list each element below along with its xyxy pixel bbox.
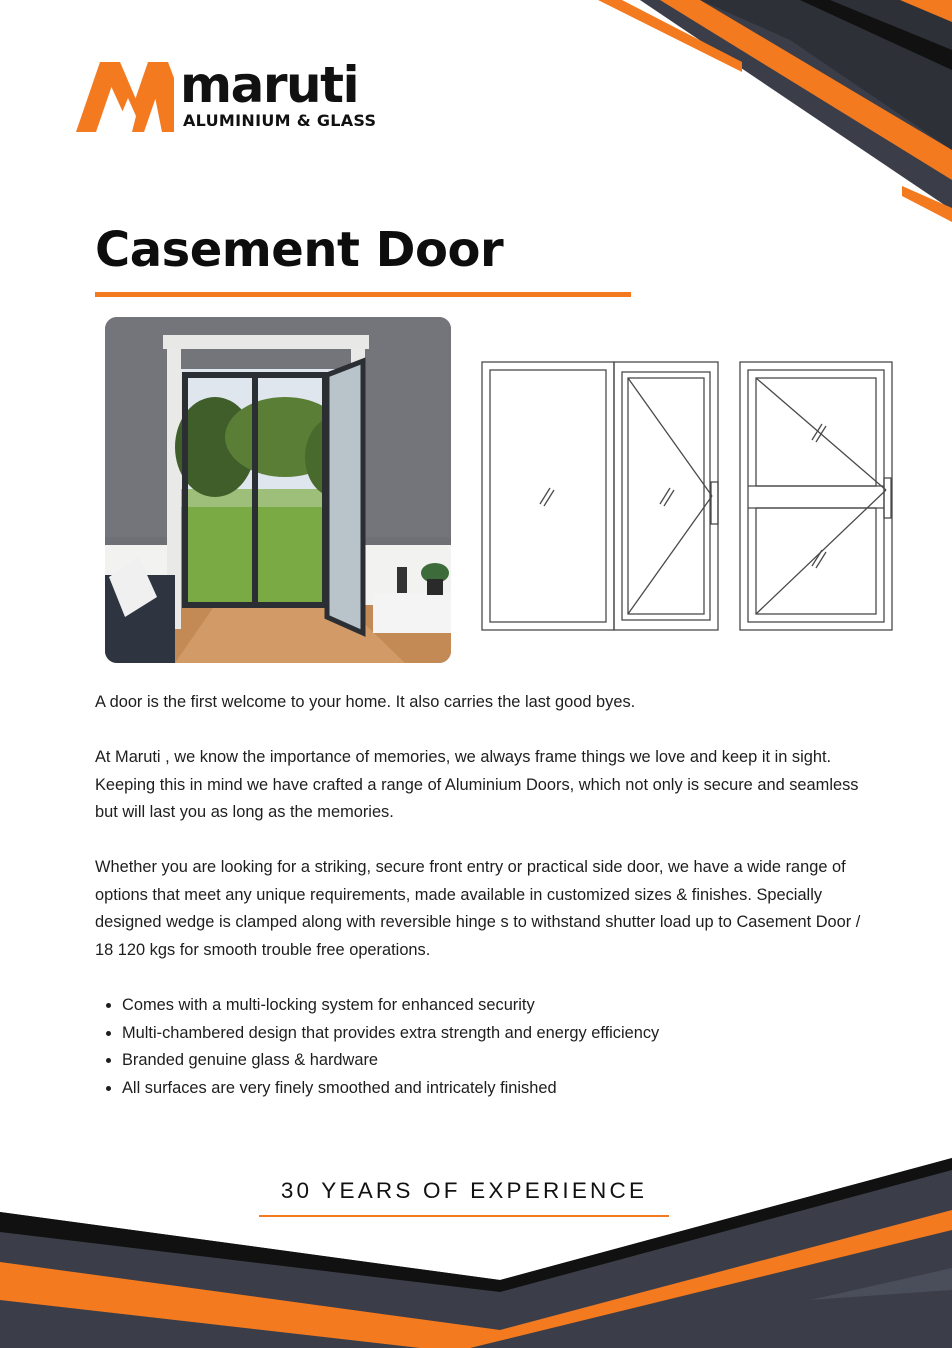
feature-list — [95, 992, 882, 1102]
intro-paragraph: A door is the first welcome to your home. It also carries the last good byes. — [95, 693, 636, 711]
feature-item: • Branded genuine glass & hardware — [122, 1047, 882, 1075]
drawing-opening-panel — [614, 362, 718, 630]
brand-tagline: ALUMINIUM & GLASS — [183, 111, 377, 130]
feature-item: • All surfaces are very finely smoothed and intricately finished — [122, 1075, 882, 1103]
drawing-fixed-panel — [482, 362, 614, 630]
experience-tagline: 30 YEARS OF EXPERIENCE — [280, 1178, 648, 1203]
drawing-split-door — [740, 362, 892, 630]
title-underline — [95, 292, 631, 297]
footer-decoration — [0, 1150, 952, 1348]
about-paragraph: At Maruti , we know the importance of memories, we always frame things we love and keep it in sight. Keeping this in mind we have crafted a range of Aluminium Doors, which not only is secure and seamless but will last you as long as the memories. — [95, 748, 859, 821]
casement-door-line-drawings — [478, 358, 898, 634]
options-paragraph: Whether you are looking for a striking, secure front entry or practical side door, we have a wide range of options that meet any unique requirements, made available in customized sizes & finishes. Specially designed wedge is clamped along with reversible hinge s to withstand shutter load up to Casement Door / 18 120 kgs for smooth trouble free operations. — [95, 858, 861, 959]
brand-name: maruti — [180, 56, 359, 114]
feature-item: • Multi-chambered design that provides extra strength and energy efficiency — [122, 1020, 882, 1048]
casement-door-photo — [105, 317, 451, 663]
feature-item: • Comes with a multi-locking system for enhanced security — [122, 992, 882, 1020]
page-title: Casement Door — [95, 222, 504, 278]
